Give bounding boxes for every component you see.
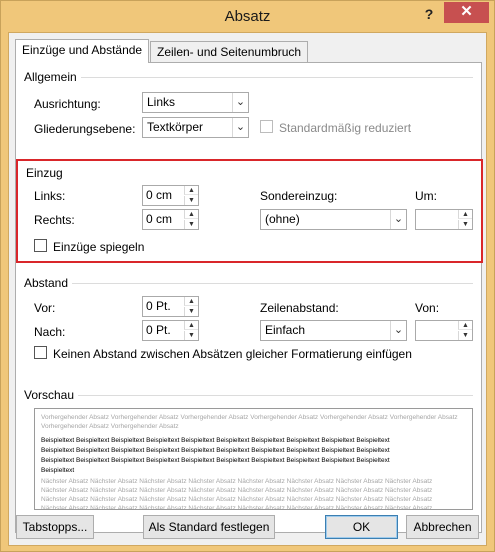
sondereinzug-value: (ohne) <box>265 212 300 226</box>
preview-next-line: Nächster Absatz Nächster Absatz Nächster Absatz Nächster Absatz Nächster Absatz Nächster Absatz Nächster Absatz Nächster Absatz <box>41 478 433 485</box>
rechts-spinner[interactable] <box>142 209 199 230</box>
sondereinzug-label: Sondereinzug: <box>260 189 338 203</box>
abbrechen-button[interactable]: Abbrechen <box>406 515 479 539</box>
zeilenabstand-label: Zeilenabstand: <box>260 301 339 315</box>
gliederung-value: Textkörper <box>147 120 204 134</box>
help-button[interactable]: ? <box>424 6 434 22</box>
um-label: Um: <box>415 189 437 203</box>
spin-up-icon[interactable]: ▲ <box>458 321 472 330</box>
spin-down-icon[interactable]: ▼ <box>458 331 472 340</box>
reduziert-checkbox[interactable] <box>260 120 273 133</box>
preview-previous-line: Vorhergehender Absatz Vorhergehender Absatz Vorhergehender Absatz Vorhergehender Absatz Vorhergehender Absatz Vorhergehender Absatz <box>41 414 458 421</box>
divider <box>24 395 473 396</box>
preview-next-line: Nächster Absatz Nächster Absatz Nächster Absatz Nächster Absatz Nächster Absatz Nächster Absatz Nächster Absatz Nächster Absatz <box>41 487 433 494</box>
preview-box <box>34 408 473 510</box>
kein-abstand-label: Keinen Abstand zwischen Absätzen gleicher Formatierung einfügen <box>53 347 412 361</box>
dialog-title: Absatz <box>224 8 271 25</box>
nach-value: 0 Pt. <box>146 323 171 337</box>
chevron-down-icon: ⌄ <box>232 118 248 137</box>
nach-label: Nach: <box>34 325 66 339</box>
tab-einzuege-abstaende[interactable]: Einzüge und Abstände <box>15 39 149 63</box>
links-spinner[interactable] <box>142 185 199 206</box>
links-label: Links: <box>34 189 66 203</box>
preview-next-line: Nächster Absatz Nächster Absatz Nächster Absatz Nächster Absatz Nächster Absatz Nächster Absatz Nächster Absatz Nächster Absatz <box>41 505 433 510</box>
spin-up-icon[interactable]: ▲ <box>458 210 472 219</box>
spin-up-icon[interactable]: ▲ <box>184 186 198 195</box>
spiegeln-label: Einzüge spiegeln <box>53 240 145 254</box>
vor-label: Vor: <box>34 301 56 315</box>
gliederung-select[interactable] <box>142 117 249 138</box>
dialog-client <box>8 32 487 546</box>
tab-panel <box>15 62 482 533</box>
preview-sample-line: Beispieltext Beispieltext Beispieltext Beispieltext Beispieltext Beispieltext Beispieltext Beispieltext Beispieltext Beispieltext <box>41 457 390 464</box>
ok-button[interactable]: OK <box>325 515 398 539</box>
preview-previous-line: Vorhergehender Absatz Vorhergehender Absatz <box>41 423 179 430</box>
tabstopps-button[interactable]: Tabstopps... <box>16 515 94 539</box>
ausrichtung-label: Ausrichtung: <box>34 97 101 111</box>
preview-next-line: Nächster Absatz Nächster Absatz Nächster Absatz Nächster Absatz Nächster Absatz Nächster Absatz Nächster Absatz Nächster Absatz <box>41 496 433 503</box>
um-spinner[interactable] <box>415 209 473 230</box>
nach-spinner[interactable] <box>142 320 199 341</box>
divider <box>24 283 473 284</box>
rechts-value: 0 cm <box>146 212 173 226</box>
sondereinzug-select[interactable] <box>260 209 407 230</box>
ausrichtung-value: Links <box>147 95 176 109</box>
als-standard-button[interactable]: Als Standard festlegen <box>143 515 275 539</box>
rechts-label: Rechts: <box>34 213 75 227</box>
spin-up-icon[interactable]: ▲ <box>184 321 198 330</box>
zeilenabstand-value: Einfach <box>265 323 306 337</box>
spin-down-icon[interactable]: ▼ <box>184 196 198 205</box>
spin-up-icon[interactable]: ▲ <box>184 210 198 219</box>
zeilenabstand-select[interactable] <box>260 320 407 341</box>
section-vorschau-title: Vorschau <box>24 388 78 402</box>
title-bar <box>1 1 494 32</box>
preview-sample-line: Beispieltext Beispieltext Beispieltext Beispieltext Beispieltext Beispieltext Beispieltext Beispieltext Beispieltext Beispieltext <box>41 437 390 444</box>
divider <box>24 77 473 78</box>
chevron-down-icon: ⌄ <box>390 321 406 340</box>
spin-down-icon[interactable]: ▼ <box>184 307 198 316</box>
section-einzug-title: Einzug <box>26 166 67 180</box>
ausrichtung-select[interactable] <box>142 92 249 113</box>
tab-zeilen-seitenumbruch[interactable]: Zeilen- und Seitenumbruch <box>150 41 308 63</box>
section-abstand-title: Abstand <box>24 276 72 290</box>
close-button[interactable]: ✕ <box>444 2 489 23</box>
kein-abstand-checkbox[interactable] <box>34 346 47 359</box>
spin-up-icon[interactable]: ▲ <box>184 297 198 306</box>
spin-down-icon[interactable]: ▼ <box>184 331 198 340</box>
section-allgemein-title: Allgemein <box>24 70 81 84</box>
von-label: Von: <box>415 301 440 315</box>
chevron-down-icon: ⌄ <box>232 93 248 112</box>
links-value: 0 cm <box>146 188 173 202</box>
gliederung-label: Gliederungsebene: <box>34 122 136 136</box>
chevron-down-icon: ⌄ <box>390 210 406 229</box>
reduziert-label: Standardmäßig reduziert <box>279 121 412 135</box>
spin-down-icon[interactable]: ▼ <box>458 220 472 229</box>
preview-sample-line: Beispieltext Beispieltext Beispieltext Beispieltext Beispieltext Beispieltext Beispieltext Beispieltext Beispieltext Beispieltext <box>41 447 390 454</box>
spin-down-icon[interactable]: ▼ <box>184 220 198 229</box>
von-spinner[interactable] <box>415 320 473 341</box>
spiegeln-checkbox[interactable] <box>34 239 47 252</box>
vor-value: 0 Pt. <box>146 299 171 313</box>
preview-sample-line: Beispieltext <box>41 467 75 474</box>
vor-spinner[interactable] <box>142 296 199 317</box>
